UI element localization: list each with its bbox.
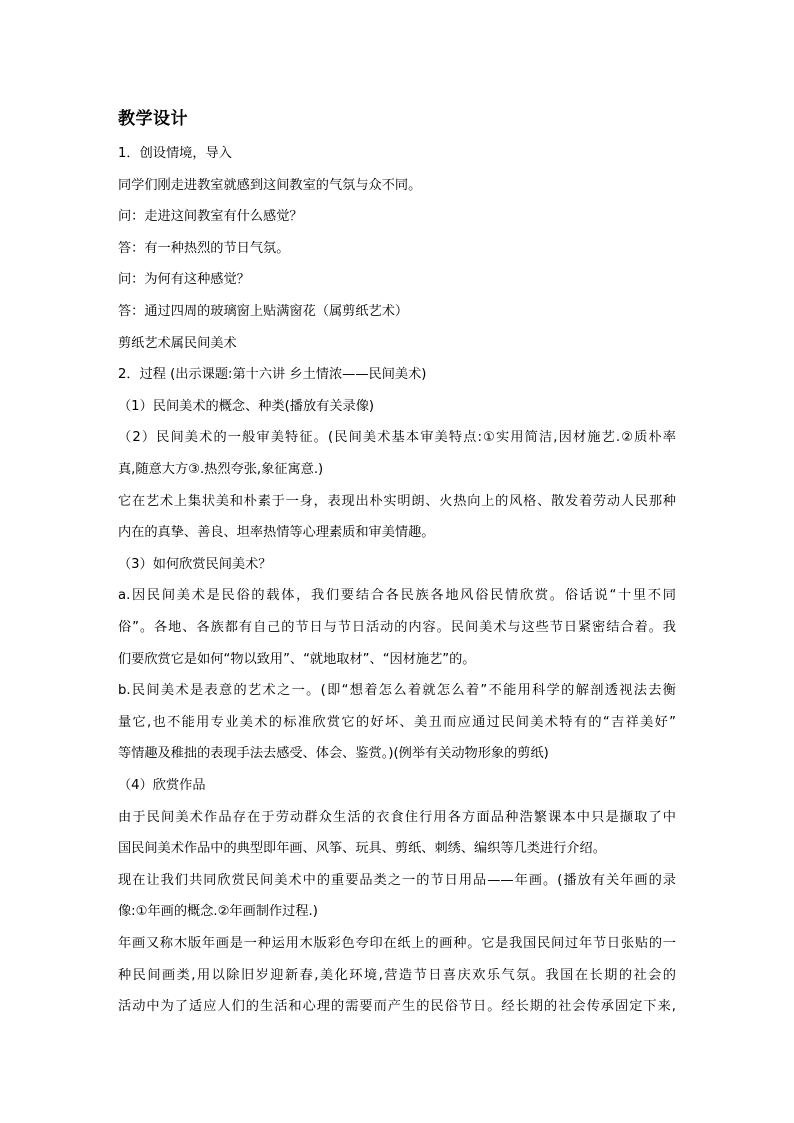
body-text-line: 像:①年画的概念.②年画制作过程.): [118, 904, 318, 920]
body-text-line: 1．创设情境，导入: [118, 146, 232, 161]
body-text-line: 内在的真挚、善良、坦率热情等心理素质和审美情趣。: [118, 525, 435, 541]
body-text-line: 问：走进这间教室有什么感觉？: [118, 209, 303, 225]
body-text-line: 等情趣及稚拙的表现手法去感受、体会、鉴赏。)(例举有关动物形象的剪纸): [118, 746, 549, 762]
body-text-line: 同学们刚走进教室就感到这间教室的气氛与众不同。: [118, 177, 422, 193]
body-text-line: （4）欣赏作品: [118, 778, 206, 793]
body-text-line: 问：为何有这种感觉？: [118, 272, 250, 288]
body-text-line: 年画又称木版年画是一种运用木版彩色夸印在纸上的画种。它是我国民间过年节日张贴的一: [118, 936, 676, 951]
body-text-line: （3）如何欣赏民间美术？: [118, 556, 272, 572]
body-text-line: 种民间画类,用以除旧岁迎新春,美化环境,营造节日喜庆欢乐气氛。我国在长期的社会的: [118, 967, 676, 983]
body-text-line: 们要欣赏它是如何“物以致用”、“就地取材”、“因材施艺”的。: [118, 651, 476, 667]
body-text-line: 俗”。各地、各族都有自己的节日与节日活动的内容。民间美术与这些节日紧密结合着。我: [118, 620, 676, 635]
body-text-line: 活动中为了适应人们的生活和心理的需要而产生的民俗节日。经长期的社会传承固定下来,: [118, 999, 676, 1015]
body-text-line: 剪纸艺术属民间美术: [118, 335, 237, 351]
body-text-line: b.民间美术是表意的艺术之一。(即“想着怎么着就怎么着”不能用科学的解剖透视法去衡: [118, 683, 676, 699]
body-text-line: a.因民间美术是民俗的载体，我们要结合各民族各地风俗民情欣赏。俗话说“十里不同: [118, 588, 676, 604]
body-text-line: 真,随意大方③.热烈夸张,象征寓意.): [118, 462, 324, 477]
body-text-line: 由于民间美术作品存在于劳动群众生活的衣食住行用各方面品种浩繁课本中只是撷取了中: [118, 809, 676, 825]
body-text-line: 它在艺术上集状美和朴素于一身，表现出朴实明朗、火热向上的风格、散发着劳动人民那种: [118, 493, 676, 509]
body-text-line: 量它,也不能用专业美术的标准欣赏它的好坏、美丑而应通过民间美术特有的“吉祥美好”: [118, 714, 676, 730]
body-text-line: 现在让我们共同欣赏民间美术中的重要品类之一的节日用品——年画。(播放有关年画的录: [118, 872, 676, 888]
document-title: 教学设计: [118, 109, 188, 129]
body-text-line: （2）民间美术的一般审美特征。(民间美术基本审美特点:①实用简洁,因材施艺.②质朴率: [118, 430, 676, 446]
body-text-line: 2．过程 (出示课题:第十六讲 乡土情浓——民间美术): [118, 367, 427, 383]
body-text-line: 国民间美术作品中的典型即年画、风筝、玩具、剪纸、刺绣、编织等几类进行介绍。: [118, 841, 606, 857]
body-text-line: 答：通过四周的玻璃窗上贴满窗花（属剪纸艺术）: [118, 304, 409, 319]
body-text-line: 答：有一种热烈的节日气氛。: [118, 240, 290, 256]
body-text-line: （1）民间美术的概念、种类(播放有关录像): [118, 398, 375, 414]
